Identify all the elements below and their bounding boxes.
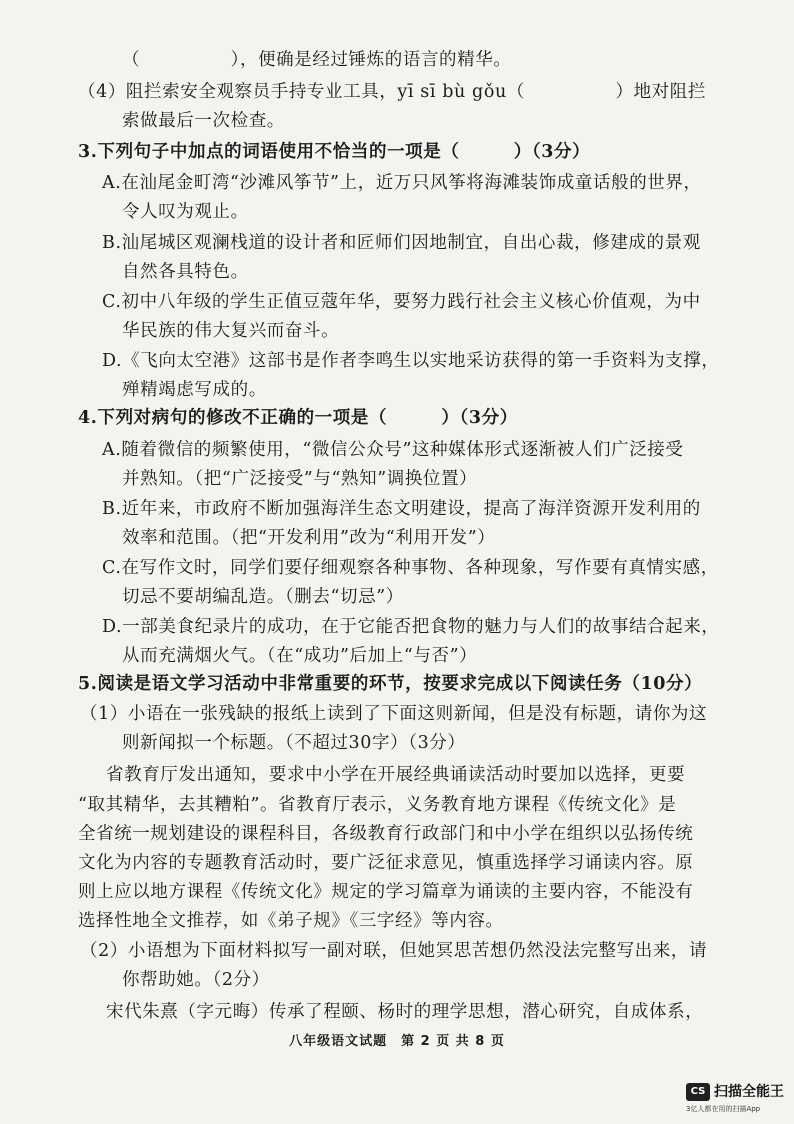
q4-option-a: A.随着微信的频繁使用，“微信公众号”这种媒体形式逐渐被人们广泛接受 (102, 440, 684, 460)
q4-option-c: C.在写作文时，同学们要仔细观察各种事物、各种现象，写作要有真情实感， (102, 558, 719, 578)
q3-option-d-cont: 殚精竭虑写成的。 (122, 380, 267, 400)
q3-option-c: C.初中八年级的学生正值豆蔻年华，要努力践行社会主义核心价值观，为中 (102, 292, 701, 312)
question-4: 4.下列对病句的修改不正确的一项是（ ）（3分） (78, 408, 518, 428)
q3-option-a: A.在汕尾金町湾“沙滩风筝节”上，近万只风筝将海滩装饰成童话般的世界， (102, 173, 702, 193)
q3-option-c-cont: 华民族的伟大复兴而奋斗。 (122, 321, 340, 341)
q3-option-b: B.汕尾城区观澜栈道的设计者和匠师们因地制宜，自出心裁，修建成的景观 (102, 233, 701, 253)
question-5-2-cont: 你帮助她。（2分） (122, 970, 270, 990)
scanner-brand-name: 扫描全能王 (714, 1084, 784, 1100)
q3-option-b-cont: 自然各具特色。 (122, 262, 249, 282)
news-paragraph-line-1: 省教育厅发出通知，要求中小学在开展经典诵读活动时要加以选择，更要 (106, 765, 686, 785)
q4-option-d: D.一部美食纪录片的成功，在于它能否把食物的魅力与人们的故事结合起来， (102, 617, 720, 637)
question-5: 5.阅读是语文学习活动中非常重要的环节，按要求完成以下阅读任务（10分） (78, 674, 703, 694)
question-3: 3.下列句子中加点的词语使用不恰当的一项是（ ）（3分） (78, 142, 591, 162)
news-paragraph-line-3: 全省统一规划建设的课程科目，各级教育行政部门和中小学在组织以弘扬传统 (78, 824, 694, 844)
question-2-4: （4）阻拦索安全观察员手持专业工具，yī sī bù gǒu（ ）地对阻拦 (78, 82, 706, 102)
material-paragraph-line-1: 宋代朱熹（字元晦）传承了程颐、杨时的理学思想，潜心研究，自成体系， (106, 1002, 704, 1022)
camscanner-logo-icon: CS (686, 1083, 710, 1101)
news-paragraph-line-5: 则上应以地方课程《传统文化》规定的学习篇章为诵读的主要内容，不能没有 (78, 882, 694, 902)
question-5-2: （2）小语想为下面材料拟写一副对联，但她冥思苦想仍然没法完整写出来，请 (80, 941, 708, 961)
q4-option-d-cont: 从而充满烟火气。（在“成功”后加上“与否”） (122, 646, 478, 666)
line-blank-answer: （ ），便确是经过锤炼的语言的精华。 (122, 50, 512, 70)
news-paragraph-line-4: 文化为内容的专题教育活动时，要广泛征求意见，慎重选择学习诵读内容。原 (78, 853, 694, 873)
q4-option-b: B.近年来，市政府不断加强海洋生态文明建设，提高了海洋资源开发利用的 (102, 499, 701, 519)
question-2-4-cont: 索做最后一次检查。 (122, 111, 285, 131)
q3-option-d: D.《飞向太空港》这部书是作者李鸣生以实地采访获得的第一手资料为支撑， (102, 351, 720, 371)
page-footer: 八年级语文试题 第 2 页 共 8 页 (289, 1034, 505, 1049)
news-paragraph-line-2: “取其精华，去其糟粕”。省教育厅表示，义务教育地方课程《传统文化》是 (78, 795, 677, 815)
scanner-watermark (686, 1081, 792, 1117)
q4-option-a-cont: 并熟知。（把“广泛接受”与“熟知”调换位置） (122, 469, 478, 489)
q3-option-a-cont: 令人叹为观止。 (122, 202, 249, 222)
q4-option-c-cont: 切忌不要胡编乱造。（删去“切忌”） (122, 587, 404, 607)
question-5-1: （1）小语在一张残缺的报纸上读到了下面这则新闻，但是没有标题，请你为这 (80, 704, 708, 724)
question-5-1-cont: 则新闻拟一个标题。（不超过30字）（3分） (122, 733, 466, 753)
news-paragraph-line-6: 选择性地全文推荐，如《弟子规》《三字经》等内容。 (78, 911, 504, 931)
q4-option-b-cont: 效率和范围。（把“开发利用”改为“利用开发”） (122, 528, 496, 548)
scanner-tagline: 3亿人都在用的扫描App (686, 1105, 761, 1113)
